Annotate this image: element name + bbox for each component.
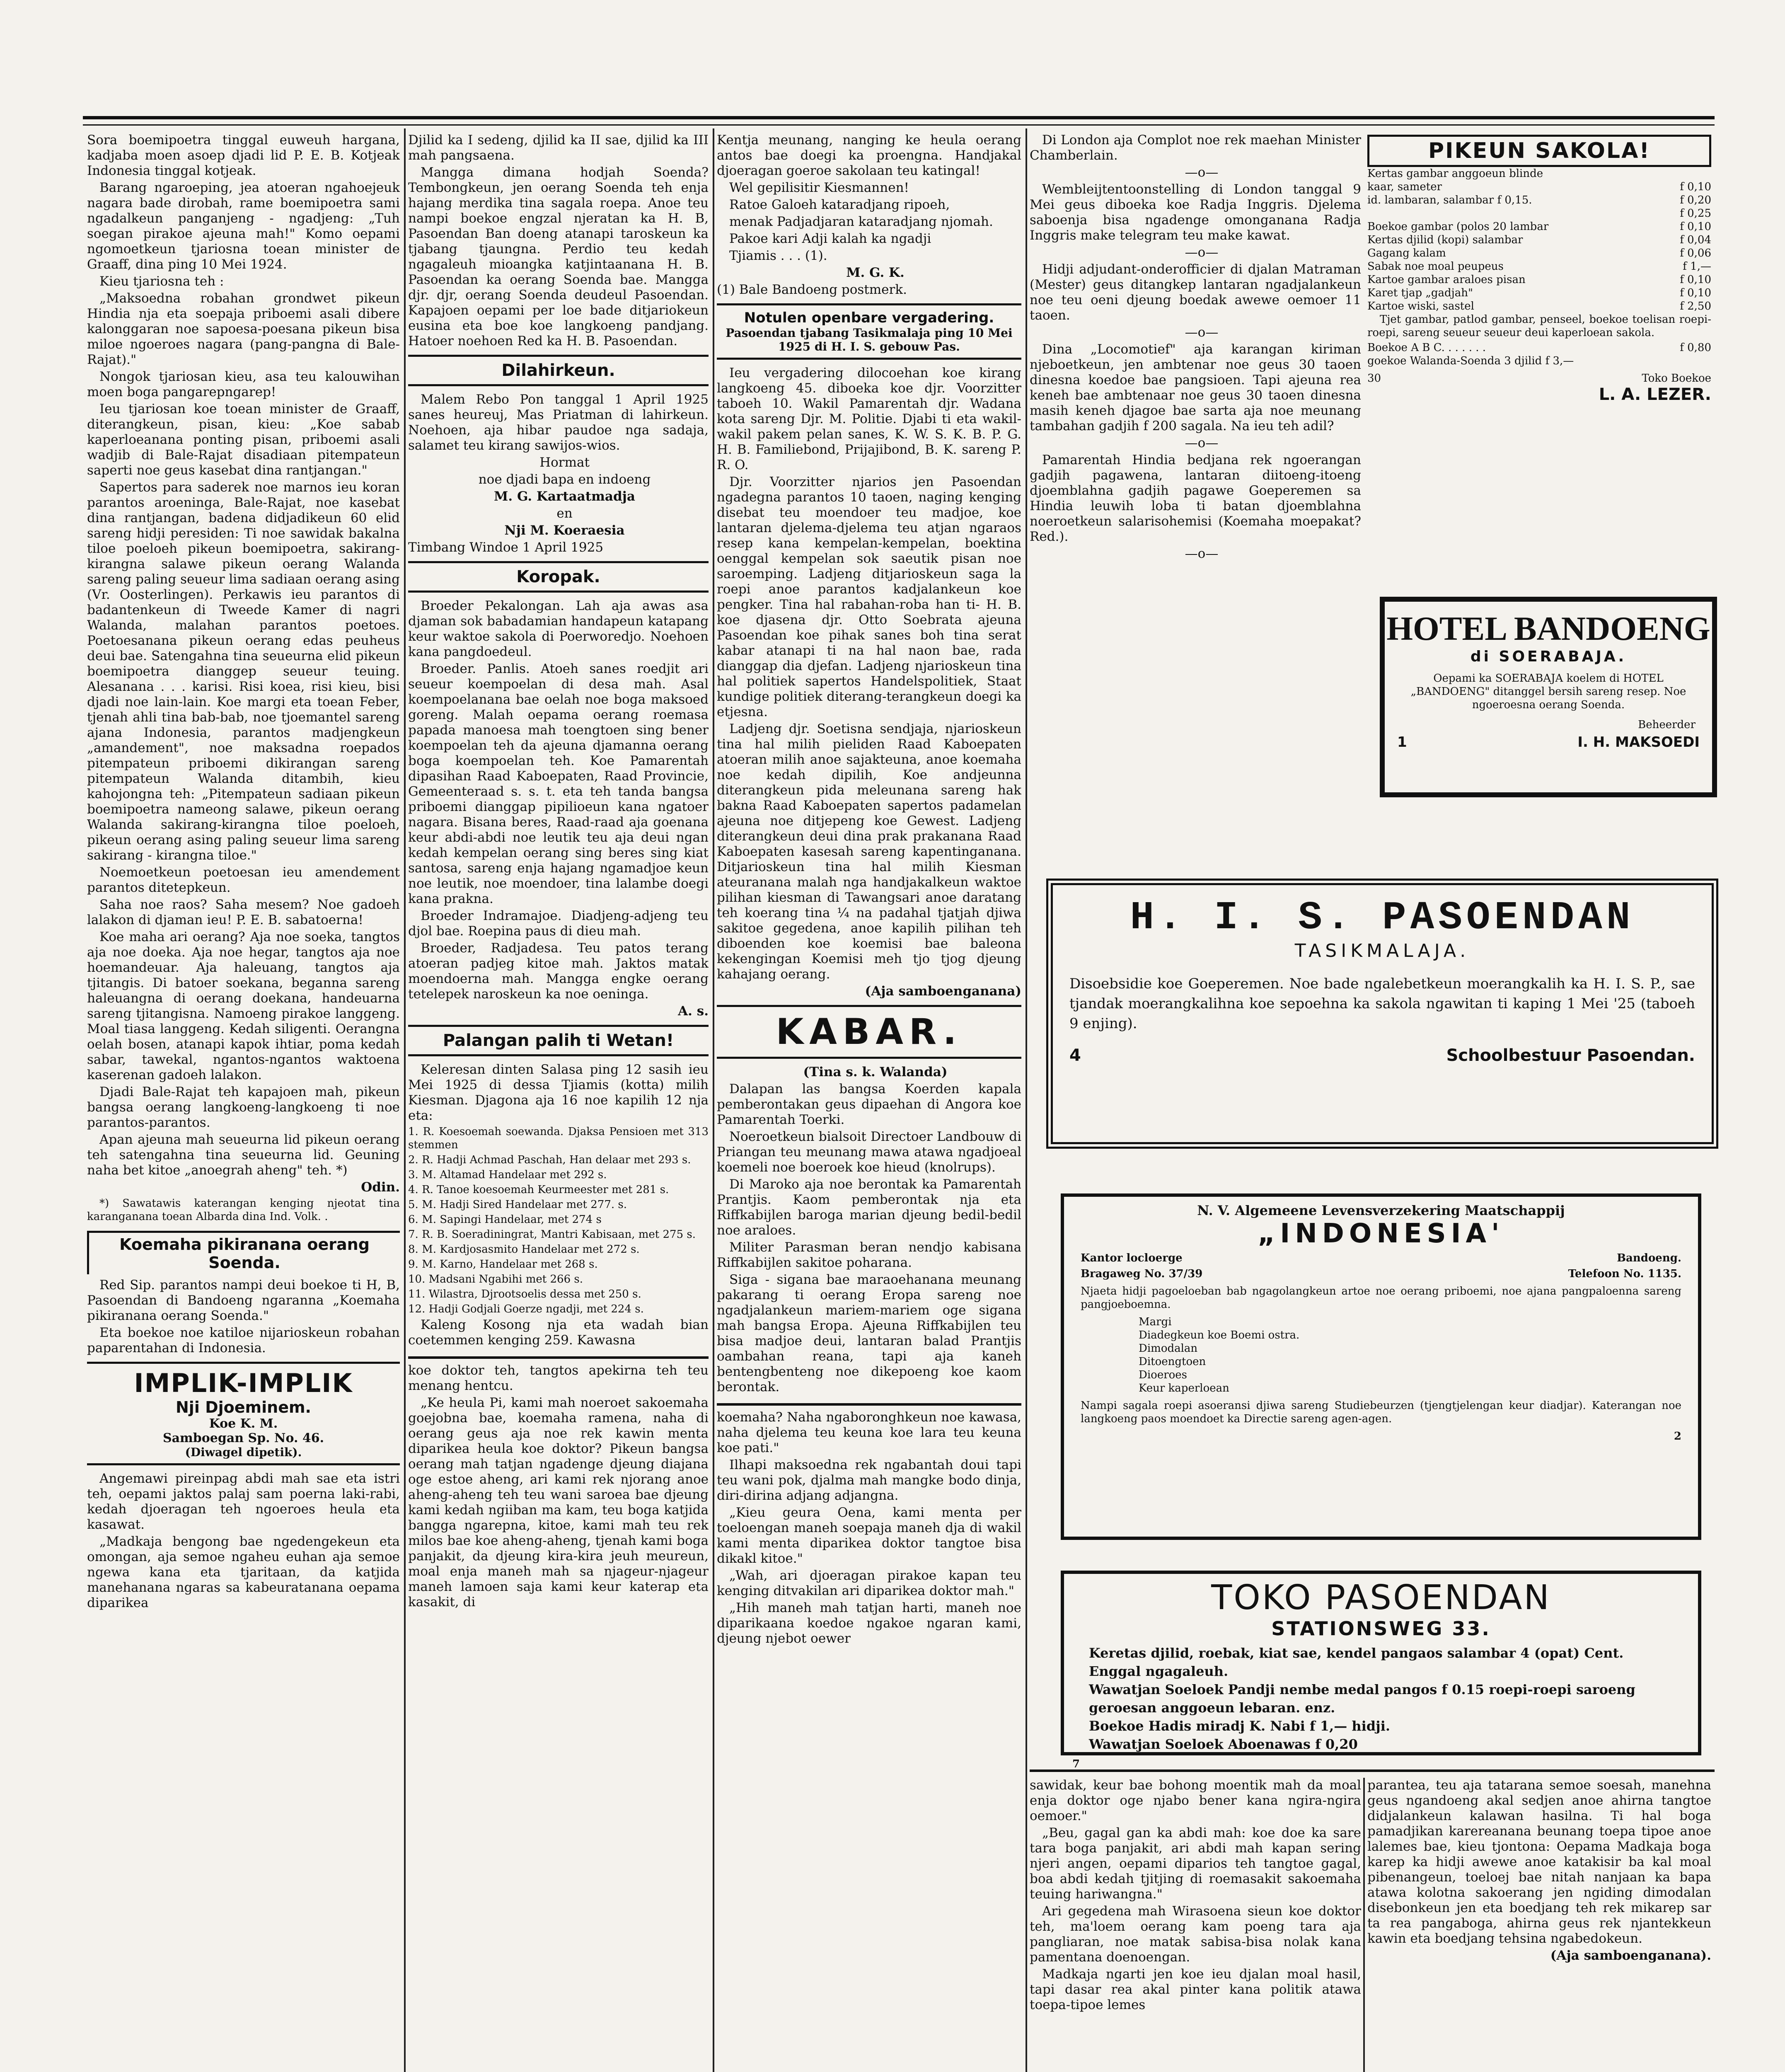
article-text: en (556, 506, 573, 521)
footnote: *) Sawatawis katerangan kenging njeotat tina karanganana toean Albarda dina Ind. Volk. . (87, 1197, 400, 1223)
ad-line: Boekoe Hadis miradj K. Nabi f 1,— hidji. (1089, 1718, 1390, 1734)
ad-footnote: Nampi sagala roepi asoeransi djiwa sareng Studiebeurzen (tjengtjelengan keur diadjar). Katerangan noe langkoeng paos moendoet ka Directie sareng agen-agen. (1081, 1399, 1681, 1425)
ad-hotel-bandoeng (1380, 597, 1717, 797)
byline: Koe K. M. (209, 1416, 278, 1431)
section-header-box (408, 1025, 709, 1056)
article-text: Di London aja Complot noe rek maehan Minister Chamberlain. (1030, 133, 1361, 163)
article-text: Ari gegedena mah Wirasoena sieun koe doktor teh, ma'loem oerang kam poeng tara aja pangliaran, noe matak sabisa-bisa nolak kana pamentana doenoengan. (1030, 1904, 1361, 1965)
section-header-box (717, 303, 1021, 360)
list-item: 12. Hadji Godjali Goerze ngadji, met 224 s. (408, 1303, 644, 1315)
article-text: Ieu tjariosan koe toean minister de Graaff, diterangkeun, pisan, kieu: „Koe sabab kaperloeanana ponting pisan, priboemi asali wadjib di Bale-Rajat disadiaan pitempateun saperti noe geus kasebat dina rantjangan." (87, 402, 400, 478)
list-item: Margi (1139, 1316, 1172, 1328)
ad-toko-pasoendan (1061, 1571, 1701, 1770)
article-text: Siga - sigana bae maraoehanana meunang pakarang ti oerang Eropa sareng noe ngadjalankeun mariem-mariem oge sigana mah bangsa Eropa. Ajeuna Riffkabijlen teu bisa madjoe deui, lantaran balad Prantjis oambahan reana, tapi aja kaneh bentengbenteng noe dikepoeng koe kaom berontak. (717, 1272, 1021, 1394)
byline: (Tina s. k. Walanda) (803, 1065, 948, 1080)
list-item: 2. R. Hadji Achmad Paschah, Han delaar met 293 s. (408, 1154, 691, 1166)
price-value: f 0,25 (1680, 207, 1711, 220)
ad-lines (1089, 1644, 1673, 1753)
signature: M. G. K. (846, 265, 905, 280)
ad-owner: I. H. MAKSOEDI (1577, 734, 1700, 750)
ad-title: H. I. S. PASOENDAN (1130, 895, 1635, 940)
price-value: f 0,06 (1680, 247, 1711, 259)
price-line (1367, 220, 1711, 233)
price-line (1367, 273, 1711, 286)
list-item: 8. M. Kardjosasmito Handelaar met 272 s. (408, 1243, 640, 1256)
divider-mark: —o— (1185, 325, 1219, 340)
price-value: f 0,10 (1680, 274, 1711, 286)
article-text: „Madkaja bengong bae ngedengekeun eta omongan, aja semoe ngaheu euhan aja semoe ngewa kana eta tjaritaan, da katjida manehanana ngaras sa kabeuratanana oepama diparikea (87, 1534, 400, 1610)
price-item: Kertas djilid (kopi) salambar (1367, 234, 1523, 246)
ad-signature: Schoolbestuur Pasoendan. (1446, 1046, 1695, 1065)
article-text: Broeder. Panlis. Atoeh sanes roedjit ari seueur koempoelan di desa mah. Asal koempoelanana bae oelah noe boga maksoed goreng. Malah oepama oerang roemasa papada manoesa mah toengtoen sing bener koempoelan teh da ajeuna djamanna oerang boga koempoelan teh. Koe Pamarentah dipasihan Raad Kaboepaten, Raad Provincie, Gemeenteraad s. s. t. eta teh tanda bangsa priboemi dianggap pipilioeun kana ngatoer nagara. Bisana beres, Raad-raad aja goenana keur abdi-abdi noe leutik teu aja deui ngan kedah kempelan oerang sing beres sing kiat santosa, sareng enja hajang ngamadjoe keun noe leutik, noe moendoer, tina lalambe doegi kana prakna. (408, 661, 709, 906)
ad-line: Keretas djilid, roebak, kiat sae, kendel pangaos salambar 4 (opat) Cent. Enggal ngagaleuh. (1089, 1645, 1624, 1679)
top-rule (83, 116, 1715, 119)
article-text: „Maksoedna robahan grondwet pikeun Hindia nja eta soepaja priboemi asali dibere kalonggaran noe sapoesa-poesana pikeun bisa miloe ngoeroes nagara (pang-pangna di Bale-Rajat)." (87, 291, 400, 367)
price-item: id. lambaran, salambar f 0,15. (1367, 194, 1532, 206)
ad-number: 4 (1069, 1046, 1081, 1065)
list-item: 11. Wilastra, Djrootsoelis dessa met 250 s. (408, 1288, 641, 1300)
price-item: Kartoe wiski, sastel (1367, 300, 1474, 312)
section-header-box (717, 1005, 1021, 1059)
ad-address-row (1081, 1267, 1681, 1280)
article-text: „Hih maneh mah tatjan harti, maneh noe diparikaana koedoe ngakoe ngaran kami, djeung njebot oewer (717, 1600, 1021, 1646)
ad-title: „INDONESIA' (1258, 1218, 1504, 1249)
price-list (1367, 167, 1711, 313)
article-text: Apan ajeuna mah seueurna lid pikeun oerang teh satengahna tina seueurna lid. Geuning naha bet kitoe „anoegrah aheng" teh. *) (87, 1132, 400, 1178)
section-divider (408, 1356, 709, 1359)
list-item: 9. M. Karno, Handelaar met 268 s. (408, 1258, 598, 1271)
article-text: Militer Parasman beran nendjo kabisana Riffkabijlen sakitoe poharana. (717, 1240, 1021, 1270)
article-text: Sora boemipoetra tinggal euweuh hargana, kadjaba moen asoep djadi lid P. E. B. Kotjeak Indonesia tinggal kotjeak. (87, 133, 400, 178)
article-text: Broeder, Radjadesa. Teu patos terang atoeran padjeg kitoe mah. Jaktos matak moendoerna mah. Mangga engke oerang tetelepek naroskeun ka noe oeninga. (408, 941, 709, 1002)
byline: (Diwagel dipetik). (185, 1445, 302, 1459)
price-value: f 0,80 (1680, 341, 1711, 354)
top-rule-thin (83, 124, 1715, 126)
byline: Nji Djoeminem. (175, 1398, 311, 1416)
ad-heading: N. V. Algemeene Levensverzekering Maatschappij (1197, 1203, 1565, 1218)
article-text: Sapertos para saderek noe marnos ieu koran parantos aroeninga, Bale-Rajat, noe kasebat dina rantjangan, badena didjadikeun 60 elid sareng hidji peresiden: Ti noe sawidak bakalna tiloe poeloeh pikeun boemipoetra, sakirang-kirangna salawe pikeun oerang Walanda sareng paling seueur lima sadiaan oerang asing (Vr. Oosterlingen). Perkawis ieu parantos di badantenkeun di Tweede Kamer di nagri Walanda, malahan parantos poetoes. Poetoesanana pikeun oerang edas peuheus deui bae. Satengahna tina seueurna elid pikeun boemipoetra dianggep seueur teuing. Alesanana . . . karisi. Risi koea, risi kieu, bisi djadi noe lain-lain. Koe margi eta toean Feber, tjenah ahli tina bab-bab, noe tjoemantel sareng ajana Indonesia, parantos madjengkeun „amandement", noe maksadna roepados pitempateun priboemi dikirangan sareng pitempateun Walanda ditambih, kieu kahojongna teh: „Pitempateun sadiaan pikeun boemipoetra nameong salawe, pikeun oerang Walanda sakirang-kirangna tiloe poeloeh, pikeun oerang asing paling seueur lima sareng sakirang - kirangna tiloe." (87, 480, 400, 863)
column-5 (1367, 1778, 1711, 2072)
price-item: Karet tjap „gadjah" (1367, 287, 1473, 299)
list-item: 6. M. Sapingi Handelaar, met 274 s (408, 1213, 602, 1226)
article-text: Dalapan las bangsa Koerden kapala pemberontakan geus dipaehan di Angora koe Pamarentah Toerki. (717, 1082, 1021, 1127)
shop-label: Toko Boekoe (1642, 372, 1711, 385)
article-text: Eta boekoe noe katiloe nijarioskeun robahan paparentahan di Indonesia. (87, 1325, 400, 1356)
price-line (1367, 286, 1711, 300)
article-text: Saha noe raos? Saha mesem? Noe gadoeh lalakon di djaman ieu! P. E. B. sabatoerna! (87, 897, 400, 927)
article-text: Wembleijtentoonstelling di London tanggal 9 Mei geus diboeka koe Radja Inggris. Djelema saboenja bisa ngadenge omonganana Radja Inggris make telegram teu make kawat. (1030, 182, 1361, 243)
ad-list (1139, 1315, 1623, 1395)
ad-number: 7 (1072, 1758, 1080, 1770)
divider-mark: —o— (1185, 165, 1219, 180)
section-divider (1030, 1769, 1715, 1772)
article-text: Kentja meunang, nanging ke heula oerang antos bae doegi ka proengna. Handjakal djoeragan goeroe sakolaan teu katingal! (717, 133, 1021, 178)
column-4-lower (1030, 1778, 1361, 2072)
article-text: parantea, teu aja tatarana semoe soesah, manehna geus ngandoeng akal sedjen anoe ahirna tangtoe didjalankeun kalawan hasilna. Ti hal boga pamadjikan karereanana beunang toepa tipoe anoe lalemes bae, kieu tjontona: Oepama Madkaja boga karep ka hidji awewe anoe katakisir ba kal moal pibenangeun, toeloej bae nitah nanjaan ka bapa atawa kolotna sakoerang jen ngiding dimodalan disebonkeun jen eta boedjang teh rek mikarep sar ta rea pangaboga, ahirna geus rek njantekkeun kawin eta boedjang tehsina ngabedokeun. (1367, 1778, 1711, 1946)
article-text: Hidji adjudant-onderofficier di djalan Matraman (Mester) geus ditangkep lantaran ngadjalankeun noe teu oeni djeung boedak awewe oemoer 11 taoen. (1030, 262, 1361, 323)
signature: (Aja samboenganana). (1550, 1948, 1711, 1963)
ad-title: TOKO PASOENDAN (1211, 1578, 1551, 1617)
price-value: f 0,04 (1680, 234, 1711, 246)
list-item: 1. R. Koesoemah soewanda. Djaksa Pensioen met 313 stemmen (408, 1126, 709, 1151)
ad-number: 30 (1367, 372, 1381, 385)
article-text: koemaha? Naha ngaboronghkeun noe kawasa, naha djelema teu keuna koe lara teu keuna koe pati." (717, 1410, 1021, 1455)
price-item: Gagang kalam (1367, 247, 1446, 259)
article-text: Barang ngaroeping, jea atoeran ngahoejeuk nagara bade dirobah, rame boemipoetra sami ngadalkeun panganjeng - ngadjeng: „Tuh soegan pirakoe ajeuna mah!" Komo oepami ngomoetkeun tjariosna toean minister de Graaff, dina ping 10 Mei 1924. (87, 180, 400, 272)
price-item: Kertas gambar anggoeun blinde (1367, 167, 1543, 180)
section-heading: Koemaha pikiranana oerang Soenda. (119, 1235, 370, 1272)
article-text: (1) Bale Bandoeng postmerk. (717, 282, 907, 297)
article-text: Malem Rebo Pon tanggal 1 April 1925 sanes heureuj, Mas Priatman di lahirkeun. Noehoen, aja hibar paudoe nga sadaja, salamet teu kirang sawijos-wios. (408, 392, 709, 453)
price-item: Boekoe A B C. . . . . . . (1367, 341, 1486, 354)
column-rule (713, 128, 714, 2072)
ad-telephone: Telefoon No. 1135. (1568, 1268, 1681, 1280)
ad-address-row (1081, 1251, 1681, 1265)
ad-title: PIKEUN SAKOLA! (1367, 135, 1711, 167)
list-item: 5. M. Hadji Sired Handelaar met 277. s. (408, 1198, 627, 1211)
ad-subtitle: TASIKMALAJA. (1294, 940, 1470, 961)
list-item: 3. M. Altamad Handelaar met 292 s. (408, 1169, 607, 1181)
article-text: Timbang Windoe 1 April 1925 (408, 540, 604, 555)
ad-body: Oepami ka SOERABAJA koelem di HOTEL „BANDOENG" ditanggel bersih sareng resep. Noe ngoeroesna oerang Soenda. (1410, 672, 1686, 711)
price-item: Kartoe gambar araloes pisan (1367, 274, 1526, 286)
ad-number: 2 (1674, 1430, 1681, 1443)
list-item: Keur kaperloean (1139, 1382, 1229, 1394)
ad-indonesia-insurance (1061, 1193, 1701, 1540)
section-header-box (87, 1362, 400, 1465)
column-4 (1030, 133, 1361, 870)
article-text: „Ke heula Pi, kami mah noeroet sakoemaha goejobna bae, koemaha ramena, naha di oerang geus aja noe rek kawin menta diparikea heula koe doktor? Pikeun bangsa oerang mah tatjan ngadenge djeung diajana oge estoe aheng, ari kami rek njorang anoe aheng-aheng teh teu wani saroea bae djeung kami kedah ngiiban ma kam, teu boga katjida bangga ngarepna, kitoe, kami mah teu rek milos bae koe aheng-aheng, tjenah kami boga panjakit, da djeung kira-kira jeuh meureun, moal enja maneh mah sa njageur-njageur maneh lamoen saja kami keur katerap eta kasakit, di (408, 1395, 709, 1610)
article-text: Djr. Voorzitter njarios jen Pasoendan ngadegna parantos 10 taoen, naging kenging disebat teu moendoer teu madjoe, koe lantaran djelema-djelema teu atjan ngaraos resep kana kempelan-kempelan, boektina oenggal kempelan sok saeutik pisan noe saroemping. Ladjeng ditjarioskeun saga la roepi anoe parantos kadjalankeun koe pengker. Tina hal rabahan-roba han ti- H. B. koe djasena djr. Otto Soebrata ajeuna Pasoendan koe pihak sanes boh tina serat kabar atanapi ti na hal naon bae, rada dianggap dia djefan. Ladjeng njarioskeun tina hal politiek sapertos Handelspolitiek, Staat kundige politiek diterang-terangkeun doegi ka etjesna. (717, 474, 1021, 719)
ad-body: Disoebsidie koe Goeperemen. Noe bade ngalebetkeun moerangkalih ka H. I. S. P., sae tjandak moerangkalihna koe sepoehna ka sakola ngawitan ti kaping 1 Mei '25 (taboeh 9 enjing). (1069, 975, 1695, 1032)
price-line (1367, 207, 1711, 220)
article-text: Dina „Locomotief" aja karangan kiriman njeboetkeun, jen ambtenar noe geus 30 taoen dinesna koedoe bae pangsioen. Tapi ajeuna rea keneh bae ambtenaar noe geus 30 taoen dinesna masih keneh djagoe bae sarta aja noe meunang tambahan gadjih f 200 sagala. Na ieu teh adil? (1030, 342, 1361, 433)
price-value: f 0,20 (1680, 194, 1711, 206)
price-line (1367, 247, 1711, 260)
article-text: sawidak, keur bae bohong moentik mah da moal enja doktor oge njabo bener kana ngira-ngira oemoer." (1030, 1778, 1361, 1823)
ad-footer (1397, 734, 1700, 750)
ad-subtitle: di SOERABAJA. (1470, 648, 1627, 665)
ad-office: Kantor locloerge (1081, 1252, 1183, 1264)
list-item: Ditoengtoen (1139, 1356, 1206, 1368)
section-header-box (87, 1231, 400, 1274)
price-item: Sabak noe moal peupeus (1367, 260, 1504, 273)
section-header-box (408, 355, 709, 386)
section-header-box (408, 561, 709, 593)
article-text: menak Padjadjaran kataradjang njomah. (729, 214, 993, 229)
list-item: 10. Madsani Ngabihi met 266 s. (408, 1273, 583, 1285)
article-text: M. G. Kartaatmadja (494, 489, 635, 504)
section-heading: Koropak. (516, 567, 600, 586)
price-item: Boekoe gambar (polos 20 lambar (1367, 220, 1549, 233)
section-subheading: Pasoendan tjabang Tasikmalaja ping 10 Mei 1925 di H. I. S. gebouw Pas. (726, 326, 1013, 353)
price-value: f 2,50 (1680, 300, 1711, 312)
list-item: Dimodalan (1139, 1342, 1198, 1355)
article-text: „Kieu geura Oena, kami menta per toeloengan maneh soepaja maneh dja di wakil kami menta diparikea doktor tangtoe bisa dikakl kitoe." (717, 1505, 1021, 1566)
article-text: Djilid ka I sedeng, djilid ka II sae, djilid ka III mah pangsaena. (408, 133, 709, 163)
article-text: Ratoe Galoeh kataradjang ripoeh, (729, 197, 950, 212)
section-heading: Palangan palih ti Wetan! (443, 1031, 674, 1050)
price-line (1367, 194, 1711, 207)
ad-his-pasoendan (1046, 879, 1718, 1149)
signature: (Aja samboenganana) (865, 984, 1021, 999)
list-item: Diadegkeun koe Boemi ostra. (1139, 1329, 1300, 1341)
article-text: Noeroetkeun bialsoit Directoer Landbouw di Priangan teu meunang mawa atawa ngadjoeal koemeli noe boeroek koe hieud (knolrups). (717, 1129, 1021, 1175)
ad-footer (1069, 1046, 1695, 1065)
section-heading: IMPLIK-IMPLIK (134, 1368, 353, 1398)
byline: Samboegan Sp. No. 46. (162, 1431, 324, 1445)
ad-address: Bragaweg No. 37/39 (1081, 1268, 1203, 1280)
article-text: Hormat (539, 455, 590, 470)
article-text: Nongok tjariosan kieu, asa teu kalouwihan moen boga pangarepngarep! (87, 369, 400, 399)
ad-title: HOTEL BANDOENG (1386, 610, 1710, 647)
price-line (1367, 233, 1711, 247)
article-text: Wel gepilisitir Kiesmannen! (729, 180, 909, 195)
ad-line: Wawatjan Soeloek Aboenawas f 0,20 (1089, 1736, 1358, 1752)
price-line (1367, 341, 1711, 354)
shop-owner: L. A. LEZER. (1599, 385, 1711, 404)
column-3 (717, 133, 1021, 2072)
ad-line: Wawatjan Soeloek Pandji nembe medal pangos f 0.15 roepi-roepi saroeng geroesan anggoeun lebaran. enz. (1089, 1682, 1635, 1716)
ad-number: 1 (1397, 734, 1407, 750)
ad-label: Beheerder (1638, 719, 1696, 731)
article-text: Di Maroko aja noe berontak ka Pamarentah Prantjis. Kaom pemberontak nja eta Riffkabijlen baroga marian djeung bedil-bedil noe araloes. (717, 1177, 1021, 1238)
column-2 (408, 133, 709, 2072)
ad-note: Tjet gambar, patlod gambar, penseel, boekoe toelisan roepi-roepi, sareng seueur seueur deui kaperloean sakola. (1367, 313, 1711, 339)
ad-subtitle: STATIONSWEG 33. (1271, 1617, 1491, 1640)
article-text: noe djadi bapa en indoeng (478, 472, 651, 487)
article-text: Ladjeng djr. Soetisna sendjaja, njarioskeun tina hal milih pieliden Raad Kaboepaten atoeran milih anoe sajakteuna, anoe koemaha noe kedah dipilih, Koe andjeunna diterangkeun pida meleunana sareng hak bakna Raad Kaboepaten sapertos padamelan ajeuna noe ditjepeng koe Gewest. Ladjeng diterangkeun deui dina prak prakanana Raad Kaboepaten kasesah sareng kapentinganana. Ditjarioskeun tina hal milih Kiesman ateuranana malah nga handjakalkeun waktoe pilihan kiesman di Tawangsari anoe daratang teh koerang tina ¼ na padahal tjatjah djiwa sakitoe gegedena, anoe kapilih pilihan teh diboenden koe koemisi bae baleona kekengingan Koemisi meh tjo tjog djeung kahajang oerang. (717, 721, 1021, 982)
article-text: Koe maha ari oerang? Aja noe soeka, tangtos aja noe doeka. Aja noe hegar, tangtos aja noe hoemandeuar. Aja haleuang, tangtos aja tjitangis. Di batoer soekana, beganna sareng haleuangna di oerang doekana, handeuarna sareng tjitangisna. Namoeng pirakoe langgeng. Moal tiasa langgeng. Kedah siligenti. Oerangna oelah bosen, atanapi kapok ihtiar, poma kedah sabar, tawekal, ngantos-ngantos waktoena kaserenan gadoeh lalakon. (87, 929, 400, 1082)
article-text: Broeder Pekalongan. Lah aja awas asa djaman sok babadamian handapeun katapang keur waktoe sakola di Poerworedjo. Noehoen kana pangdoedeul. (408, 598, 709, 659)
price-line (1367, 260, 1711, 273)
article-text: Ieu vergadering dilocoehan koe kirang langkoeng 45. diboeka koe djr. Voorzitter taboeh 10. Wakil Pamarentah djr. Wadana kota sareng Djr. M. Politie. Djabi ti eta wakil-wakil pakem pelan sanes, K. W. S. K. B. P. G. H. B. Familiebond, Prijajibond, B. K. sareng P. R. O. (717, 366, 1021, 472)
price-line: goekoe Walanda-Soenda 3 djilid f 3,— (1367, 355, 1574, 367)
column-rule (404, 128, 406, 2072)
article-text: Djadi Bale-Rajat teh kapajoen mah, pikeun bangsa oerang langkoeng-langkoeng ti noe parantos-parantos. (87, 1084, 400, 1130)
ad-city: Bandoeng. (1617, 1252, 1681, 1264)
price-value: f 0,10 (1680, 181, 1711, 193)
article-text: Red Sip. parantos nampi deui boekoe ti H, B, Pasoendan di Bandoeng ngaranna „Koemaha pikiranana oerang Soenda." (87, 1278, 400, 1323)
article-text: Noemoetkeun poetoesan ieu amendement parantos ditetepkeun. (87, 865, 400, 895)
article-text: Keleresan dinten Salasa ping 12 sasih ieu Mei 1925 di dessa Tjiamis (kotta) milih Kiesman. Djagona aja 16 noe kapilih 12 nja eta: (408, 1062, 709, 1123)
article-text: Ilhapi maksoedna rek ngabantah doui tapi teu wani pok, djalma mah mangke bodo dinja, diri-dirina adjang adjangna. (717, 1457, 1021, 1503)
divider-mark: —o— (1185, 436, 1219, 450)
list-item: 4. R. Tanoe koesoemah Keurmeester met 281 s. (408, 1184, 669, 1196)
article-text: Tjiamis . . . (1). (729, 248, 827, 263)
ad-footer (1367, 372, 1711, 385)
ad-pikeun-sakola (1367, 135, 1711, 586)
article-text: „Wah, ari djoeragan pirakoe kapan teu kenging ditvakilan ari diparikea doktor mah." (717, 1568, 1021, 1598)
article-text: Kaleng Kosong nja eta wadah bian coetemmen kenging 259. Kawasna (408, 1317, 709, 1348)
list-item: 7. R. B. Soeradiningrat, Mantri Kabisaan, met 275 s. (408, 1228, 696, 1241)
price-value: f 0,10 (1680, 220, 1711, 233)
section-heading: KABAR. (776, 1011, 963, 1053)
column-1 (87, 133, 400, 2072)
article-text: Madkaja ngarti jen koe ieu djalan moal hasil, tapi dasar rea akal pinter kana politik atawa toepa-tipoe lemes (1030, 1967, 1361, 2012)
price-item: kaar, sameter (1367, 181, 1442, 193)
column-rule (1363, 1778, 1365, 2072)
ad-body: Njaeta hidji pagoeloeban bab ngagolangkeun artoe noe oerang priboemi, noe ajana pangpaloenna sareng pangjoeboemna. (1081, 1285, 1681, 1311)
section-divider (717, 1403, 1021, 1406)
article-text: Pakoe kari Adji kalah ka ngadji (729, 231, 931, 246)
article-text: Kieu tjariosna teh : (99, 274, 224, 289)
divider-mark: —o— (1185, 245, 1219, 260)
article-text: Broeder Indramajoe. Diadjeng-adjeng teu djol bae. Roepina paus di dieu mah. (408, 908, 709, 939)
article-text: Mangga dimana hodjah Soenda? Tembongkeun, jen oerang Soenda teh enja hajang merdika tina sagala roepa. Anoe teu nampi boekoe engzal njeratan ka H. B, Pasoendan Ban doeng atanapi taroskeun ka tjabang tjaungna. Perdio teu kedah ngagaleuh mioangka katjintaanana H. B. Pasoendan ka oerang Soenda bae. Mangga djr. djr, oerang Soenda deudeul Pasoendan. Kapajoen oepami per loe bade ditjariokeun eusina eta boe koe langkoeng pandjang. Hatoer noehoen Red ka H. B. Pasoendan. (408, 165, 709, 349)
signature: A. s. (678, 1004, 709, 1019)
price-value: f 1,— (1683, 260, 1711, 273)
divider-mark: —o— (1185, 546, 1219, 561)
article-text: „Beu, gagal gan ka abdi mah: koe doe ka sare tara boga panjakit, ari abdi mah kapan sering njeri angen, oepami diparios teh tangtoe gagal, boa abdi kedah tjitjing di roemasakit sakoemaha teuing hariwangna." (1030, 1825, 1361, 1902)
list-item: Dioeroes (1139, 1369, 1188, 1381)
section-heading: Notulen openbare vergadering. (744, 310, 994, 326)
column-rule (1026, 128, 1027, 2072)
price-line (1367, 167, 1711, 180)
signature: Odin. (361, 1180, 400, 1195)
article-text: Angemawi pireinpag abdi mah sae eta istri teh, oepami jaktos palaj sam poerna laki-rabi, kedah djoeragan teh ngoeroes heula eta kasawat. (87, 1471, 400, 1532)
price-value: f 0,10 (1680, 287, 1711, 299)
article-text: koe doktor teh, tangtos apekirna teh teu menang hentcu. (408, 1363, 709, 1393)
price-line (1367, 180, 1711, 194)
article-text: Pamarentah Hindia bedjana rek ngoerangan gadjih pagawena, lantaran diitoeng-itoeng djoemblahna gadjih pagawe Goeperemen sa Hindia leuwih loba ti batan djoemblahna noeroetkeun salarisohemisi (Koemaha moepakat? Red.). (1030, 453, 1361, 544)
price-line (1367, 300, 1711, 313)
section-heading: Dilahirkeun. (501, 361, 615, 380)
article-text: Nji M. Koeraesia (504, 523, 625, 538)
